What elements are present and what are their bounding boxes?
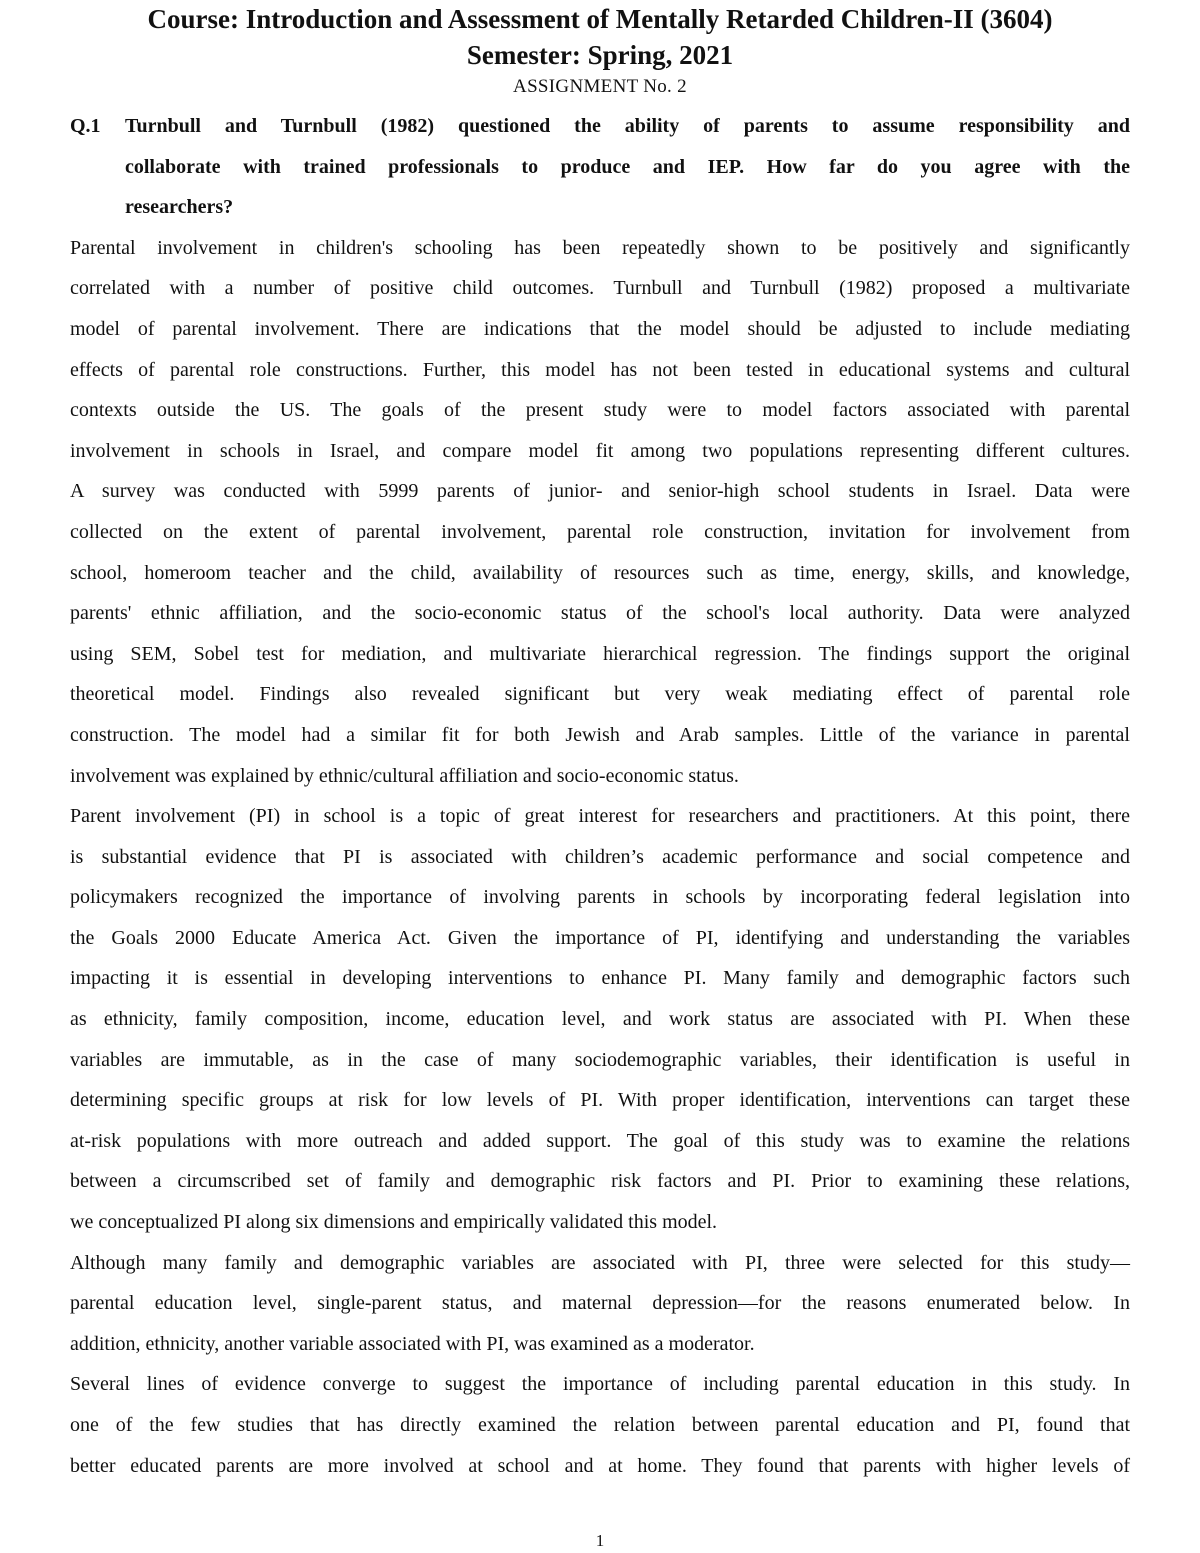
page-number: 1 (595, 1531, 605, 1550)
text-line: effects of parental role constructions. Further, this model has not been tested in educational systems and cultural (70, 358, 1130, 381)
text-line: impacting it is essential in developing interventions to enhance PI. Many family and demographic factors such (70, 967, 1130, 990)
paragraph (70, 228, 1130, 796)
text-line: one of the few studies that has directly examined the relation between parental education and PI, found that (70, 1414, 1130, 1436)
text-line: at-risk populations with more outreach and added support. The goal of this study was to examine the relations (70, 1129, 1130, 1152)
text-line: contexts outside the US. The goals of the present study were to model factors associated with parental (70, 399, 1130, 422)
text-line: better educated parents are more involved at school and at home. They found that parents with higher levels of (70, 1454, 1130, 1477)
text-line: construction. The model had a similar fit for both Jewish and Arab samples. Little of the variance in parental (70, 723, 1130, 746)
question-number: Q.1 (70, 115, 101, 137)
text-line: as ethnicity, family composition, income, education level, and work status are associated with PI. When these (70, 1008, 1130, 1031)
text-line: parents' ethnic affiliation, and the socio-economic status of the school's local authority. Data were analyzed (70, 602, 1130, 625)
text-line: variables are immutable, as in the case of many sociodemographic variables, their identification is useful in (70, 1048, 1130, 1071)
document-body (70, 106, 1130, 1486)
text-line: involvement in schools in Israel, and compare model fit among two populations representing different cultures. (70, 439, 1130, 462)
question-line: researchers? (125, 196, 234, 219)
text-line: policymakers recognized the importance of involving parents in schools by incorporating federal legislation into (70, 886, 1130, 909)
text-line: the Goals 2000 Educate America Act. Given the importance of PI, identifying and understanding the variables (70, 926, 1130, 949)
text-line: school, homeroom teacher and the child, availability of resources such as time, energy, skills, and knowledge, (70, 561, 1130, 584)
text-line: determining specific groups at risk for low levels of PI. With proper identification, interventions can target these (70, 1089, 1130, 1112)
text-line: correlated with a number of positive child outcomes. Turnbull and Turnbull (1982) proposed a multivariate (70, 277, 1130, 300)
answer-paragraphs (70, 228, 1130, 1486)
text-line: collected on the extent of parental involvement, parental role construction, invitation for involvement from (70, 520, 1130, 543)
text-line: Parent involvement (PI) in school is a topic of great interest for researchers and practitioners. At this point, there (70, 805, 1130, 828)
text-line: Several lines of evidence converge to suggest the importance of including parental education in this study. In (70, 1373, 1130, 1396)
course-title: Course: Introduction and Assessment of Mentally Retarded Children-II (3604) (147, 4, 1053, 34)
text-line: addition, ethnicity, another variable associated with PI, was examined as a moderator. (70, 1332, 755, 1355)
text-line: is substantial evidence that PI is associated with children’s academic performance and social competence and (70, 845, 1130, 868)
text-line: Parental involvement in children's schooling has been repeatedly shown to be positively and significantly (70, 236, 1130, 259)
text-line: we conceptualized PI along six dimensions and empirically validated this model. (70, 1211, 718, 1234)
paragraph (70, 796, 1130, 1243)
question-block (70, 106, 1130, 228)
question-text (125, 106, 1130, 228)
question-line: Turnbull and Turnbull (1982) questioned the ability of parents to assume responsibility and (125, 115, 1130, 137)
text-line: using SEM, Sobel test for mediation, and multivariate hierarchical regression. The findings support the original (70, 642, 1130, 665)
text-line: parental education level, single-parent status, and maternal depression—for the reasons enumerated below. In (70, 1292, 1130, 1315)
paragraph (70, 1364, 1130, 1486)
text-line: theoretical model. Findings also revealed significant but very weak mediating effect of parental role (70, 683, 1130, 706)
text-line: involvement was explained by ethnic/cultural affiliation and socio-economic status. (70, 764, 739, 787)
text-line: A survey was conducted with 5999 parents of junior- and senior-high school students in Israel. Data were (70, 480, 1130, 503)
text-line: Although many family and demographic variables are associated with PI, three were selected for this study— (70, 1251, 1130, 1274)
text-line: model of parental involvement. There are indications that the model should be adjusted to include mediating (70, 317, 1130, 340)
paragraph (70, 1243, 1130, 1365)
text-line: between a circumscribed set of family and demographic risk factors and PI. Prior to examining these relations, (70, 1170, 1130, 1193)
assignment-heading: ASSIGNMENT No. 2 (513, 76, 687, 97)
semester-title: Semester: Spring, 2021 (466, 40, 734, 70)
question-line: collaborate with trained professionals to produce and IEP. How far do you agree with the (125, 155, 1130, 178)
